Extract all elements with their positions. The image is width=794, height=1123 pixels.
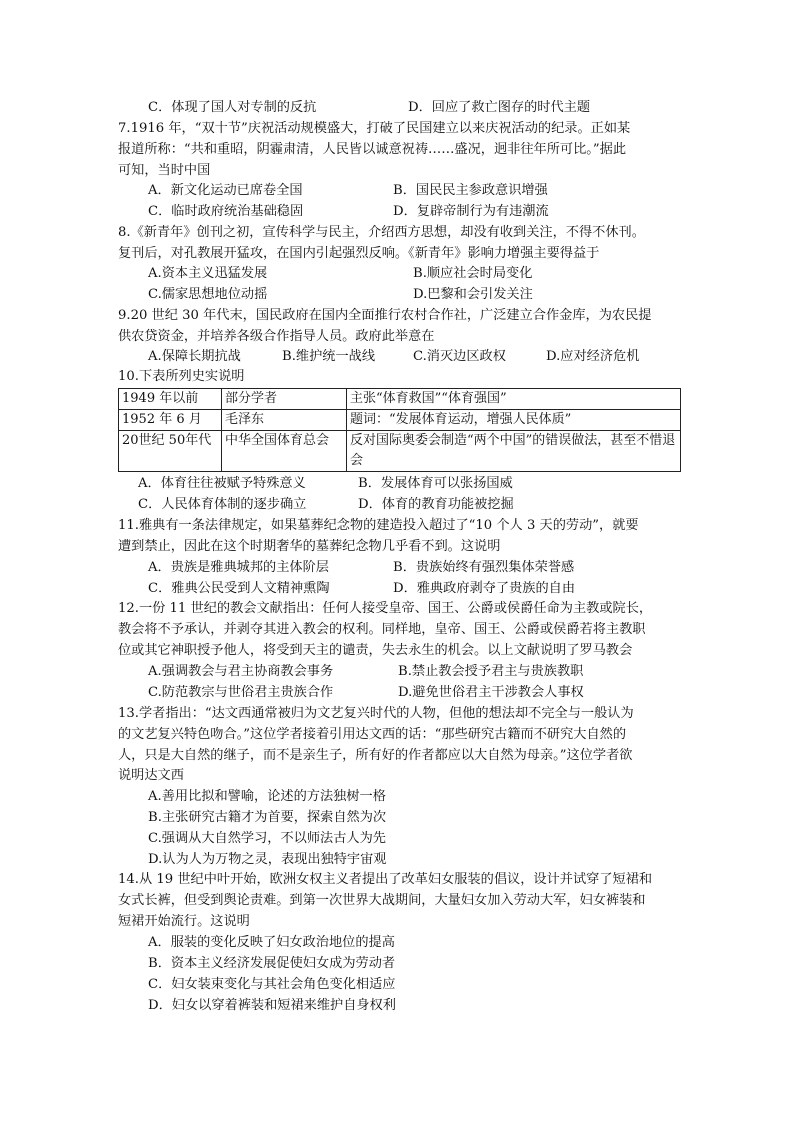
q8-option-a: A.资本主义迅猛发展 [148,266,268,281]
q12-option-a: A.强调教会与君主协商教会事务 [148,664,334,679]
q13-option-b: B.主张研究古籍才为首要，探索自然为次 [148,810,387,825]
q10-option-c: C．人民体育体制的逐步确立 [138,497,307,512]
q13-option-c: C.强调从大自然学习，不以师法古人为先 [148,831,386,846]
table-cell: 20世纪 50年代 [119,431,222,472]
q10-table [118,388,681,472]
table-cell: 反对国际奥委会制造“两个中国”的错误做法，甚至不惜退会 [347,431,681,472]
q8-option-d: D.巴黎和会引发关注 [413,287,533,302]
q7-stem-line-3: 可知，当时中国 [118,163,211,178]
q9-option-c: C.消灭边区政权 [413,349,506,364]
q10-stem: 10.下表所列史实说明 [118,369,245,384]
q12-option-c: C.防范教宗与世俗君主贵族合作 [148,685,334,700]
q14-stem-line-1: 14.从 19 世纪中叶开始，欧洲女权主义者提出了改革妇女服装的倡议，设计并试穿了短裙和 [118,872,653,887]
table-cell: 毛泽东 [222,410,347,431]
q11-stem-line-2: 遭到禁止，因此在这个时期奢华的墓葬纪念物几乎看不到。这说明 [118,539,501,554]
q11-option-a: A．贵族是雅典城邦的主体阶层 [148,560,329,575]
q6-option-c: C．体现了国人对专制的反抗 [148,100,317,115]
q13-stem-line-4: 说明达文西 [118,768,184,783]
q13-option-d: D.认为人为万物之灵，表现出独特宇宙观 [148,852,387,867]
table-cell: 1949 年以前 [119,389,222,410]
q8-option-b: B.顺应社会时局变化 [413,266,533,281]
q9-option-a: A.保障长期抗战 [148,349,241,364]
q7-option-c: C．临时政府统治基础稳固 [148,204,304,219]
table-cell: 题词：“发展体育运动，增强人民体质” [347,410,681,431]
table-row [119,410,681,431]
q7-option-b: B．国民民主参政意识增强 [393,183,548,198]
q10-option-b: B．发展体育可以张扬国威 [358,476,513,491]
table-row [119,389,681,410]
q11-option-b: B．贵族始终有强烈集体荣誉感 [393,560,575,575]
q8-stem-line-2: 复刊后，对孔教展开猛攻，在国内引起强烈反响。《新青年》影响力增强主要得益于 [118,246,600,261]
q13-stem-line-2: 的文艺复兴特色吻合。”这位学者接着引用达文西的话：“那些研究古籍而不研究大自然的 [118,727,627,742]
q9-option-d: D.应对经济危机 [546,349,640,364]
q6-option-d: D．回应了救亡图存的时代主题 [408,100,591,115]
q12-stem-line-3: 位或其它神职授予他人，将受到天主的谴责，失去永生的机会。以上文献说明了罗马教会 [118,643,633,658]
q7-option-d: D．复辟帝制行为有违潮流 [393,204,549,219]
q14-option-c: C．妇女装束变化与其社会角色变化相适应 [148,977,396,992]
q12-option-d: D.避免世俗君主干涉教会人事权 [398,685,584,700]
q13-stem-line-3: 人，只是大自然的继子，而不是亲生子，所有好的作者都应以大自然为母亲。”这位学者欲 [118,748,633,763]
table-cell: 主张“体育救国”“体育强国” [347,389,681,410]
q9-stem-line-2: 供农贷资金，并培养各级合作指导人员。政府此举意在 [118,329,435,344]
q11-option-d: D．雅典政府剥夺了贵族的自由 [393,581,576,596]
q11-option-c: C．雅典公民受到人文精神熏陶 [148,581,330,596]
q7-option-a: A．新文化运动已席卷全国 [148,183,303,198]
q12-stem-line-2: 教会将不予承认，并剥夺其进入教会的权利。同样地，皇帝、国王、公爵或侯爵若将主教职 [118,622,646,637]
q14-option-b: B．资本主义经济发展促使妇女成为劳动者 [148,956,396,971]
q13-stem-line-1: 13.学者指出：“达文西通常被归为文艺复兴时代的人物，但他的想法却不完全与一般认为 [118,706,634,721]
table-cell: 1952 年 6 月 [119,410,222,431]
q9-option-b: B.维护统一战线 [282,349,376,364]
q14-option-a: A．服装的变化反映了妇女政治地位的提高 [148,935,395,950]
q12-option-b: B.禁止教会授予君主与贵族教职 [398,664,584,679]
q8-stem-line-1: 8.《新青年》创刊之初，宣传科学与民主，介绍西方思想，却没有收到关注，不得不休刊。 [118,225,645,240]
q7-stem-line-1: 7.1916 年，“双十节”庆祝活动规模盛大，打破了民国建立以来庆祝活动的纪录。正如某 [118,121,631,136]
q14-option-d: D．妇女以穿着裤装和短裙来维护自身权利 [148,998,396,1013]
table-row [119,431,681,472]
q8-option-c: C.儒家思想地位动摇 [148,287,268,302]
q13-option-a: A.善用比拟和譬喻，论述的方法独树一格 [148,789,386,804]
table-cell: 中华全国体育总会 [222,431,347,472]
q14-stem-line-2: 女式长裤，但受到舆论责难。到第一次世界大战期间，大量妇女加入劳动大军，妇女裤装和 [118,893,646,908]
q7-stem-line-2: 报道所称：“共和重昭，阴霾肃清，人民皆以诚意祝祷……盛况，迥非往年所可比。”据此 [118,142,627,157]
q10-option-a: A．体育往往被赋予特殊意义 [138,476,306,491]
q9-stem-line-1: 9.20 世纪 30 年代末，国民政府在国内全面推行农村合作社，广泛建立合作金库，为农民提 [118,308,652,323]
q11-stem-line-1: 11.雅典有一条法律规定，如果墓葬纪念物的建造投入超过了“10 个人 3 天的劳动”，就要 [118,518,639,533]
q12-stem-line-1: 12.一份 11 世纪的教会文献指出：任何人接受皇帝、国王、公爵或侯爵任命为主教或院长， [118,601,653,616]
q10-option-d: D．体育的教育功能被挖掘 [358,497,514,512]
table-cell: 部分学者 [222,389,347,410]
q14-stem-line-3: 短裙开始流行。这说明 [118,914,250,929]
